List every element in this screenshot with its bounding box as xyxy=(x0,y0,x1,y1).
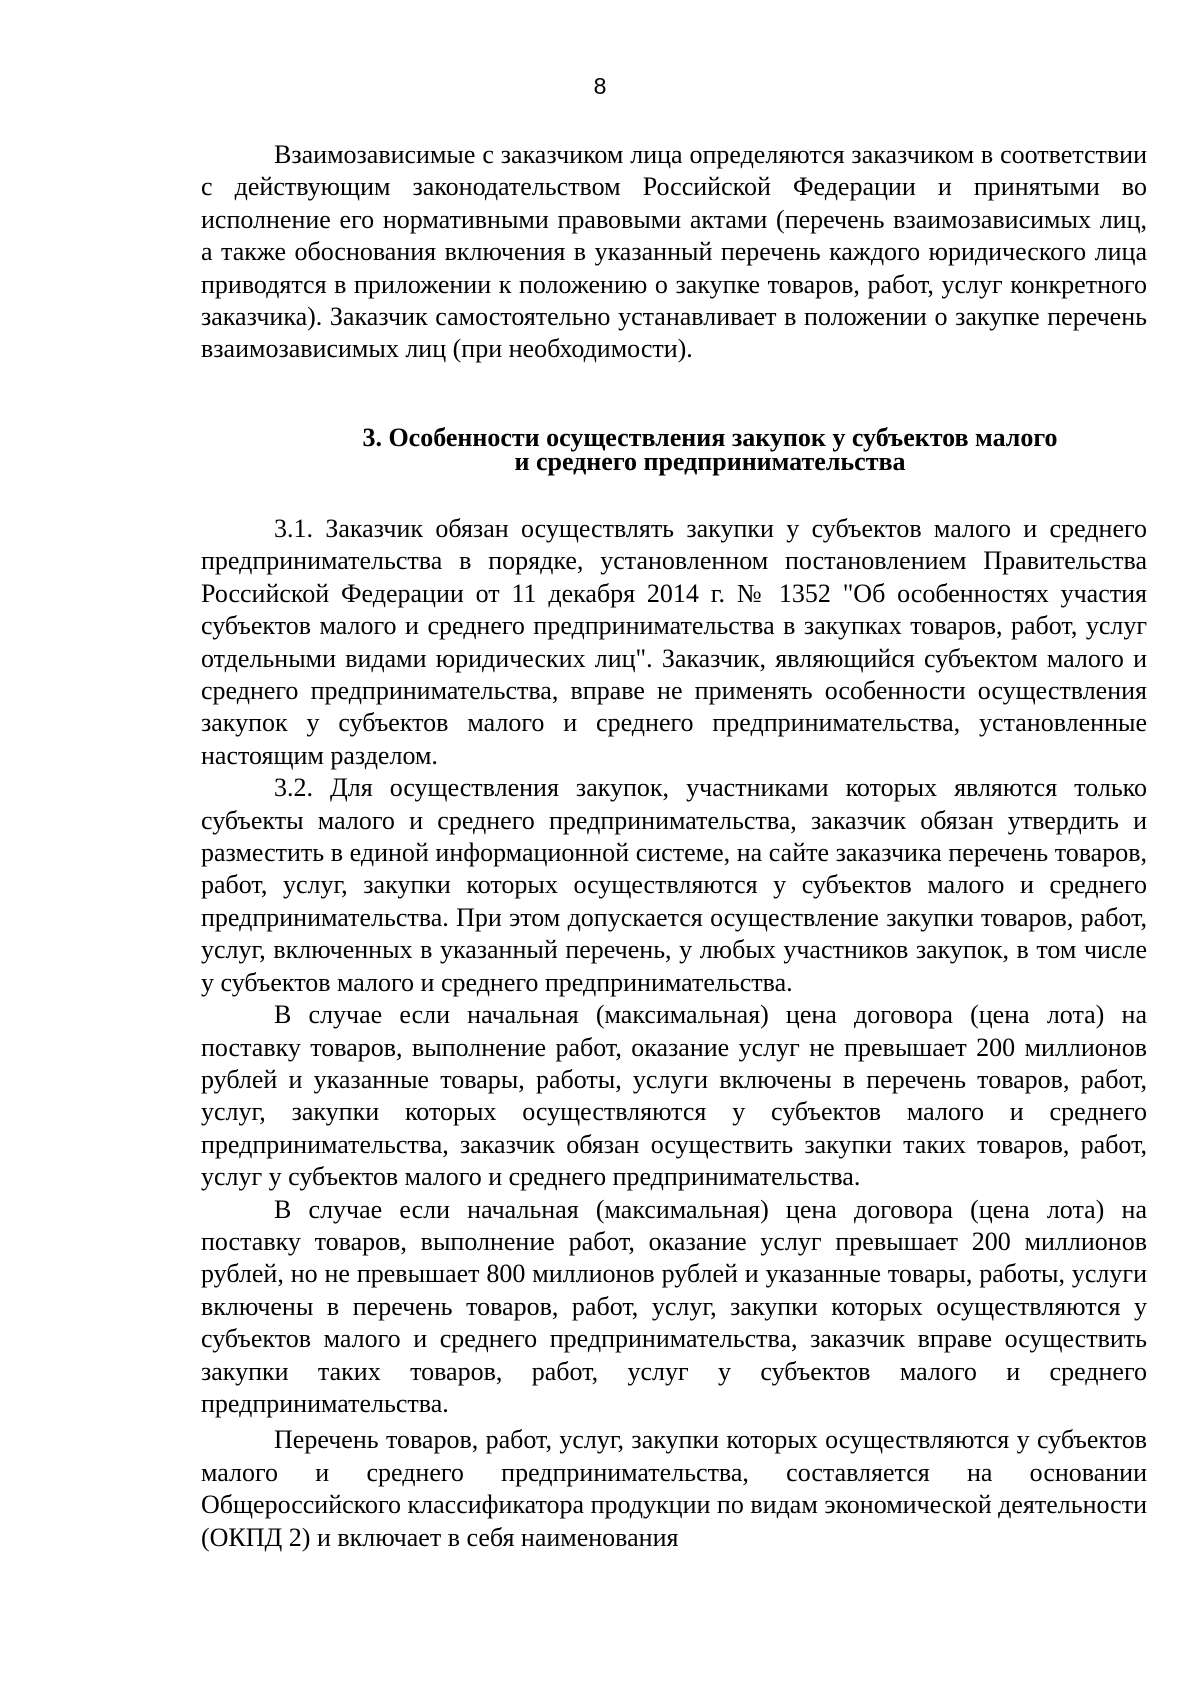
section-heading xyxy=(300,423,1120,476)
paragraph-3-1: 3.1. Заказчик обязан осуществлять закупки у субъектов малого и среднего предпринимательства в порядке, установленном постановлением Правительства Российской Федерации от 11 декабря 2014 г. № 1352 "Об особенностях участия субъектов малого и среднего предпринимательства в закупках товаров, работ, услуг отдельными видами юридических лиц". Заказчик, являющийся субъектом малого и среднего предпринимательства, вправе не применять особенности осуществления закупок у субъектов малого и среднего предпринимательства, установленные настоящим разделом. xyxy=(201,514,1147,770)
intro-block xyxy=(201,139,1147,366)
section-heading-line-1: 3. Особенности осуществления закупок у субъектов малого xyxy=(362,423,1058,452)
section-body xyxy=(201,513,1147,1554)
paragraph-3-2: 3.2. Для осуществления закупок, участниками которых являются только субъекты малого и среднего предпринимательства, заказчик обязан утвердить и разместить в единой информационной системе, на сайте заказчика перечень товаров, работ, услуг, закупки которых осуществляются у субъектов малого и среднего предпринимательства. При этом допускается осуществление закупки товаров, работ, услуг, включенных в указанный перечень, у любых участников закупок, в том числе у субъектов малого и среднего предпринимательства. xyxy=(201,773,1147,997)
paragraph-under-200m: В случае если начальная (максимальная) цена договора (цена лота) на поставку товаров, выполнение работ, оказание услуг не превышает 200 миллионов рублей и указанные товары, работы, услуги включены в перечень товаров, работ, услуг, закупки которых осуществляются у субъектов малого и среднего предпринимательства, заказчик обязан осуществить закупки таких товаров, работ, услуг у субъектов малого и среднего предпринимательства. xyxy=(201,1000,1147,1192)
paragraph-200m-to-800m: В случае если начальная (максимальная) цена договора (цена лота) на поставку товаров, выполнение работ, оказание услуг превышает 200 миллионов рублей, но не превышает 800 миллионов рублей и указанные товары, работы, услуги включены в перечень товаров, работ, услуг, закупки которых осуществляются у субъектов малого и среднего предпринимательства, заказчик вправе осуществить закупки таких товаров, работ, услуг у субъектов малого и среднего предпринимательства. xyxy=(201,1194,1147,1418)
section-heading-line-2: и среднего предпринимательства xyxy=(514,447,906,476)
intro-paragraph: Взаимозависимые с заказчиком лица определяются заказчиком в соответствии с действующим законодательством Российской Федерации и принятыми во исполнение его нормативными правовыми актами (перечень взаимозависимых лиц, а также обоснования включения в указанный перечень каждого юридического лица приводятся в приложении к положению о закупке товаров, работ, услуг конкретного заказчика). Заказчик самостоятельно устанавливает в положении о закупке перечень взаимозависимых лиц (при необходимости). xyxy=(201,140,1147,364)
page-number: 8 xyxy=(593,73,607,99)
paragraph-okpd2-list: Перечень товаров, работ, услуг, закупки которых осуществляются у субъектов малого и среднего предпринимательства, составляется на основании Общероссийского классификатора продукции по видам экономической деятельности (ОКПД 2) и включает в себя наименования xyxy=(201,1425,1147,1552)
